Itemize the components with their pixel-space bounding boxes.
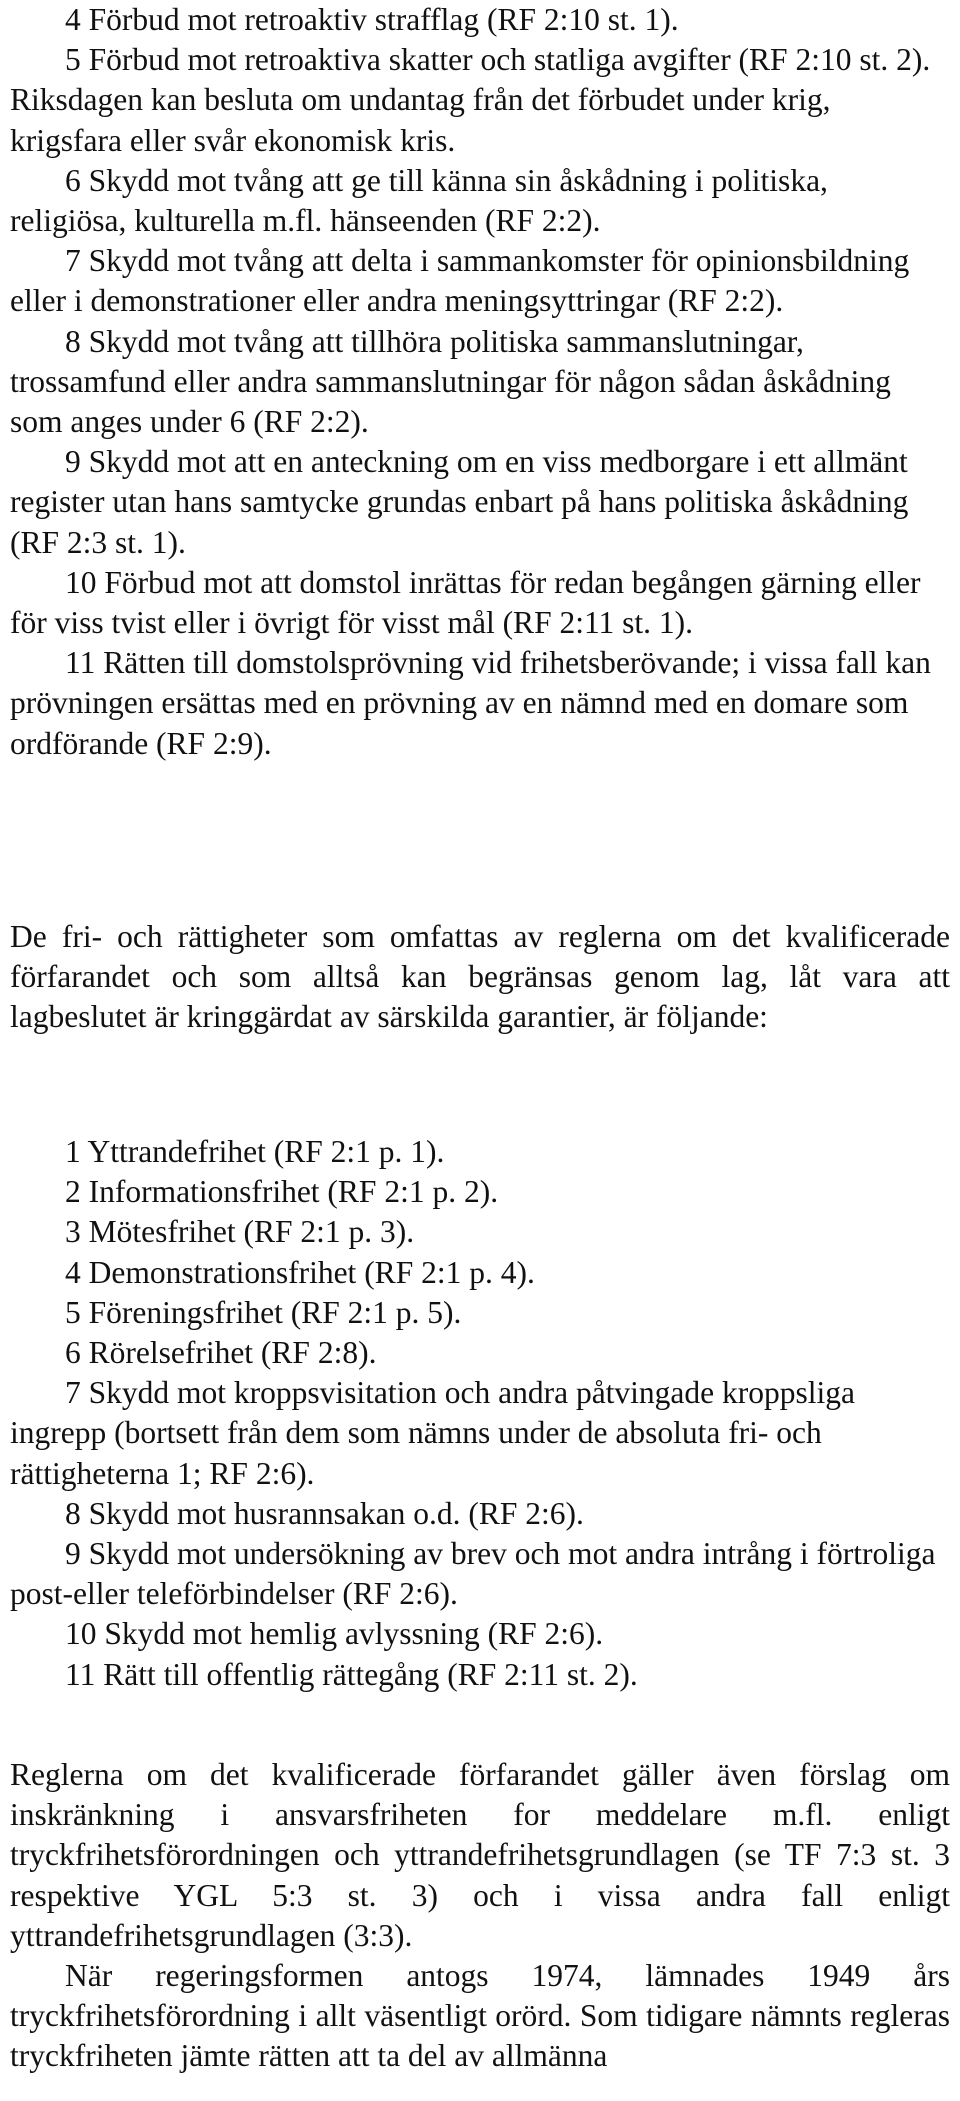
list-item: 6 Rörelsefrihet (RF 2:8).	[65, 1335, 377, 1371]
list-item: 9 Skydd mot att en anteckning om en viss medborgare i ett allmänt register utan hans samtycke grundas enbart på hans politiska åskådning (RF 2:3 st. 1).	[10, 444, 909, 560]
list-item: 1 Yttrandefrihet (RF 2:1 p. 1).	[65, 1134, 445, 1169]
intro-paragraph: De fri- och rättigheter som omfattas av reglerna om det kvalificerade förfarandet och som alltså kan begränsas genom lag, låt vara att lagbeslutet är kringgärdat av särskilda garantier, är följande:	[10, 919, 950, 1035]
list-item: 9 Skydd mot undersökning av brev och mot andra intrång i förtroliga post-eller teleförbindelser (RF 2:6).	[10, 1536, 936, 1612]
body-paragraph: Reglerna om det kvalificerade förfarandet gäller även förslag om inskränkning i ansvarsfriheten for meddelare m.fl. enligt tryckfrihetsförordningen och yttrandefrihetsgrundlagen (se TF 7:3 st. 3 respektive YGL 5:3 st. 3) och i vissa andra fall enligt yttrandefrihetsgrundlagen (3:3).	[10, 1757, 950, 1953]
list-item: 10 Förbud mot att domstol inrättas för redan begången gärning eller för viss tvist eller i övrigt för visst mål (RF 2:11 st. 1).	[10, 564, 921, 641]
list-item: 7 Skydd mot kroppsvisitation och andra påtvingade kroppsliga ingrepp (bortsett från dem som nämns under de absoluta fri- och rättigheterna 1; RF 2:6).	[10, 1375, 856, 1491]
absolute-rights-list	[10, 0, 950, 764]
intro-paragraph-block	[10, 917, 950, 1038]
list-item: 10 Skydd mot hemlig avlyssning (RF 2:6).	[65, 1616, 604, 1652]
list-item: 7 Skydd mot tvång att delta i sammankomster för opinionsbildning eller i demonstrationer eller andra meningsyttringar (RF 2:2).	[10, 243, 910, 319]
list-item: 3 Mötesfrihet (RF 2:1 p. 3).	[65, 1214, 415, 1250]
list-item: 11 Rätten till domstolsprövning vid frihetsberövande; i vissa fall kan prövningen ersättas med en prövning av en nämnd med en domare som ordförande (RF 2:9).	[10, 645, 931, 761]
list-item: 5 Förbud mot retroaktiva skatter och statliga avgifter (RF 2:10 st. 2). Riksdagen kan besluta om undantag från det förbudet under krig, krigsfara eller svår ekonomisk kris.	[10, 42, 931, 158]
list-item: 4 Förbud mot retroaktiv strafflag (RF 2:10 st. 1).	[65, 2, 679, 37]
list-item: 2 Informationsfrihet (RF 2:1 p. 2).	[65, 1174, 499, 1210]
list-item: 11 Rätt till offentlig rättegång (RF 2:11 st. 2).	[65, 1656, 638, 1692]
list-item: 6 Skydd mot tvång att ge till känna sin åskådning i politiska, religiösa, kulturella m.fl. hänseenden (RF 2:2).	[10, 162, 828, 239]
closing-text-block	[10, 1755, 950, 2077]
list-item: 4 Demonstrationsfrihet (RF 2:1 p. 4).	[65, 1254, 535, 1290]
qualified-rights-list	[10, 1132, 950, 1695]
list-item: 8 Skydd mot husrannsakan o.d. (RF 2:6).	[65, 1495, 584, 1531]
body-paragraph: När regeringsformen antogs 1974, lämnades 1949 års tryckfrihetsförordning i allt väsentligt orörd. Som tidigare nämnts regleras tryckfriheten jämte rätten att ta del av allmänna	[10, 1958, 950, 2074]
list-item: 5 Föreningsfrihet (RF 2:1 p. 5).	[65, 1294, 462, 1330]
list-item: 8 Skydd mot tvång att tillhöra politiska sammanslutningar, trossamfund eller andra sammanslutningar för någon sådan åskådning som anges under 6 (RF 2:2).	[10, 323, 891, 440]
